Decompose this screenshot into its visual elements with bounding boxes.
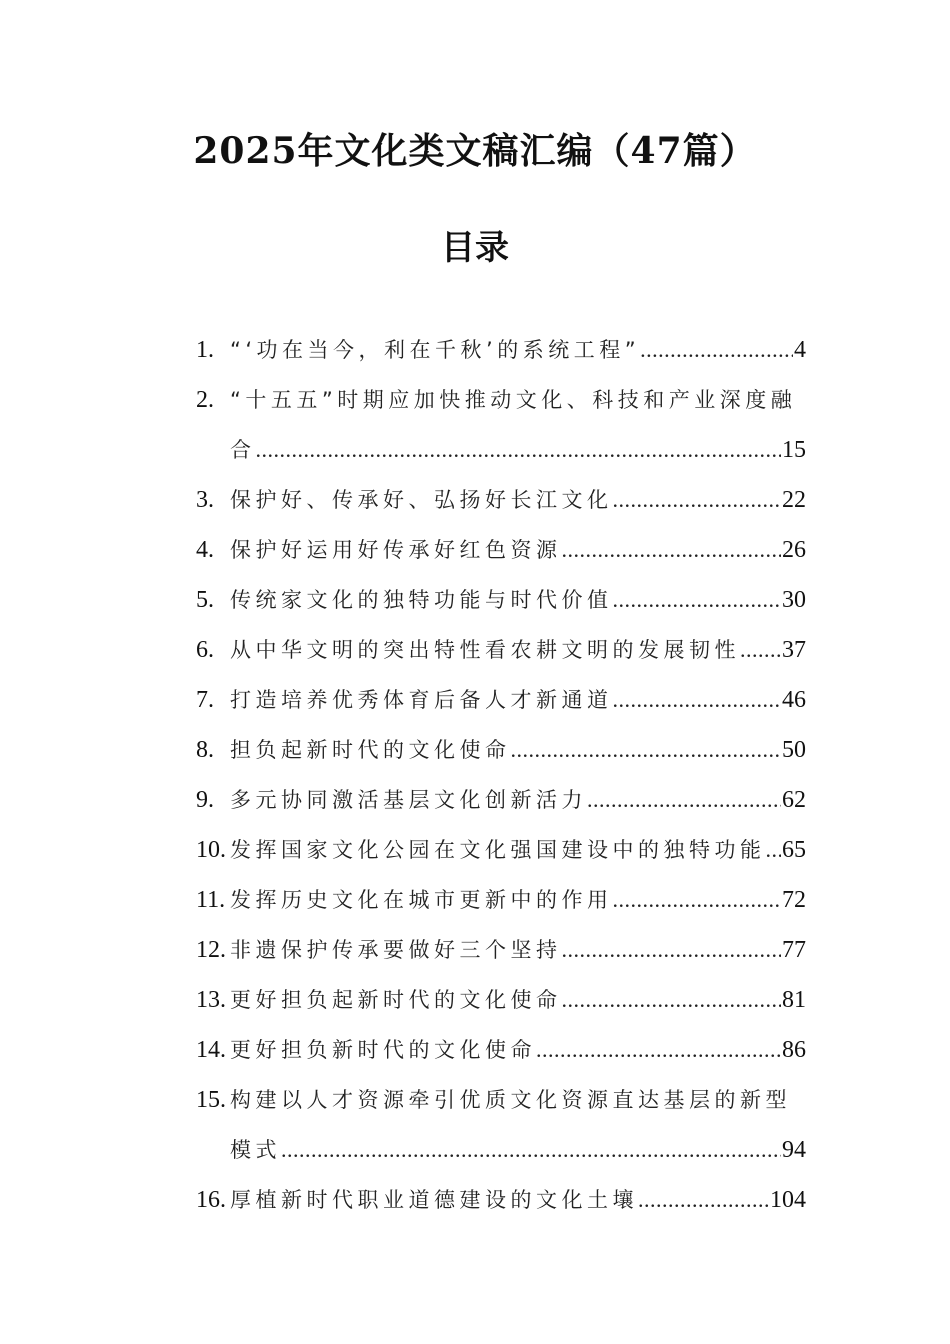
toc-entry-number: 14. bbox=[196, 1037, 226, 1063]
toc-entry-line bbox=[196, 1025, 806, 1075]
toc-entry-line bbox=[196, 325, 806, 375]
toc-entry-line bbox=[196, 825, 806, 875]
toc-entry-line bbox=[196, 375, 806, 425]
toc-entry[interactable] bbox=[196, 1025, 806, 1075]
toc-entry-page-number: 37 bbox=[782, 637, 806, 663]
toc-entry-number: 3. bbox=[196, 487, 214, 513]
toc-entry-line bbox=[196, 675, 806, 725]
toc-entry-line bbox=[196, 525, 806, 575]
toc-entry-title: 打造培养优秀体育后备人才新通道 bbox=[230, 688, 613, 712]
toc-entry-page-number: 72 bbox=[782, 887, 806, 913]
toc-entry-line bbox=[196, 875, 806, 925]
toc-entry-line bbox=[196, 1125, 806, 1175]
dot-leader bbox=[740, 625, 781, 675]
dot-leader bbox=[511, 725, 782, 775]
toc-entry-page-number: 46 bbox=[782, 687, 806, 713]
toc-entry-number: 6. bbox=[196, 637, 214, 663]
toc-entry-line bbox=[196, 475, 806, 525]
toc-entry-line bbox=[196, 575, 806, 625]
toc-entry-number: 8. bbox=[196, 737, 214, 763]
toc-entry-title: 保护好、传承好、弘扬好长江文化 bbox=[230, 488, 613, 512]
toc-entry-number: 4. bbox=[196, 537, 214, 563]
toc-entry-page-number: 65 bbox=[782, 837, 806, 863]
toc-entry-number: 5. bbox=[196, 587, 214, 613]
toc-entry-title: “十五五”时期应加快推动文化、科技和产业深度融 bbox=[230, 388, 797, 412]
dot-leader bbox=[562, 975, 782, 1025]
toc-entry-line bbox=[196, 1075, 806, 1125]
toc-entry-page-number: 86 bbox=[782, 1037, 806, 1063]
dot-leader bbox=[638, 1175, 769, 1225]
dot-leader bbox=[613, 875, 782, 925]
toc-entry-title: 构建以人才资源牵引优质文化资源直达基层的新型 bbox=[230, 1088, 791, 1112]
toc-entry[interactable] bbox=[196, 825, 806, 875]
toc-entry[interactable] bbox=[196, 625, 806, 675]
toc-entry-line bbox=[196, 625, 806, 675]
toc-entry[interactable] bbox=[196, 1175, 806, 1225]
toc-entry-page-number: 4 bbox=[794, 337, 806, 363]
toc-entry-line bbox=[196, 925, 806, 975]
toc-entry-line bbox=[196, 1175, 806, 1225]
dot-leader bbox=[613, 575, 782, 625]
toc-entry-title: 厚植新时代职业道德建设的文化土壤 bbox=[230, 1188, 638, 1212]
toc-entry-title: 担负起新时代的文化使命 bbox=[230, 738, 511, 762]
dot-leader bbox=[613, 475, 782, 525]
dot-leader bbox=[562, 525, 782, 575]
document-title: 2025年文化类文稿汇编（47篇） bbox=[193, 130, 757, 172]
toc-entry[interactable] bbox=[196, 975, 806, 1025]
toc-entry-page-number: 77 bbox=[782, 937, 806, 963]
toc-entry-page-number: 81 bbox=[782, 987, 806, 1013]
toc-entry-line bbox=[196, 725, 806, 775]
toc-entry-title: 合 bbox=[230, 438, 256, 462]
toc-entry-title: 多元协同激活基层文化创新活力 bbox=[230, 788, 587, 812]
toc-entry[interactable] bbox=[196, 875, 806, 925]
toc-entry[interactable] bbox=[196, 925, 806, 975]
toc-entry-title: 发挥国家文化公园在文化强国建设中的独特功能 bbox=[230, 838, 766, 862]
toc-entry-page-number: 104 bbox=[770, 1187, 806, 1213]
toc-entry-line bbox=[196, 975, 806, 1025]
toc-entry-page-number: 50 bbox=[782, 737, 806, 763]
dot-leader bbox=[587, 775, 781, 825]
dot-leader bbox=[256, 425, 782, 475]
toc-entry-number: 11. bbox=[196, 887, 226, 913]
toc-entry-number: 1. bbox=[196, 337, 214, 363]
dot-leader bbox=[766, 825, 782, 875]
toc-entry-number: 9. bbox=[196, 787, 214, 813]
dot-leader bbox=[640, 325, 793, 375]
toc-entry-title: 从中华文明的突出特性看农耕文明的发展韧性 bbox=[230, 638, 740, 662]
toc-entry[interactable] bbox=[196, 475, 806, 525]
toc-entry-title: “‘功在当今，利在千秋’的系统工程” bbox=[230, 338, 641, 362]
toc-entry-title: 发挥历史文化在城市更新中的作用 bbox=[230, 888, 613, 912]
toc-entry[interactable] bbox=[196, 525, 806, 575]
table-of-contents bbox=[196, 325, 806, 1225]
toc-entry-page-number: 62 bbox=[782, 787, 806, 813]
toc-entry[interactable] bbox=[196, 325, 806, 375]
toc-entry[interactable] bbox=[196, 1075, 806, 1175]
toc-entry-page-number: 94 bbox=[782, 1137, 806, 1163]
dot-leader bbox=[613, 675, 782, 725]
toc-entry-page-number: 22 bbox=[782, 487, 806, 513]
dot-leader bbox=[562, 925, 782, 975]
toc-entry[interactable] bbox=[196, 575, 806, 625]
toc-entry-title: 保护好运用好传承好红色资源 bbox=[230, 538, 562, 562]
toc-entry-number: 15. bbox=[196, 1087, 226, 1113]
toc-entry-number: 2. bbox=[196, 387, 214, 413]
toc-entry-number: 13. bbox=[196, 987, 226, 1013]
toc-entry-page-number: 30 bbox=[782, 587, 806, 613]
toc-entry-number: 16. bbox=[196, 1187, 226, 1213]
toc-entry-title: 非遗保护传承要做好三个坚持 bbox=[230, 938, 562, 962]
toc-entry-page-number: 15 bbox=[782, 437, 806, 463]
toc-entry[interactable] bbox=[196, 675, 806, 725]
toc-entry-number: 10. bbox=[196, 837, 226, 863]
toc-entry[interactable] bbox=[196, 375, 806, 475]
dot-leader bbox=[536, 1025, 781, 1075]
toc-entry-number: 7. bbox=[196, 687, 214, 713]
dot-leader bbox=[281, 1125, 781, 1175]
toc-entry-line bbox=[196, 775, 806, 825]
toc-entry-number: 12. bbox=[196, 937, 226, 963]
toc-entry-page-number: 26 bbox=[782, 537, 806, 563]
toc-entry-title: 传统家文化的独特功能与时代价值 bbox=[230, 588, 613, 612]
toc-entry[interactable] bbox=[196, 775, 806, 825]
toc-heading: 目录 bbox=[441, 228, 509, 268]
toc-entry-title: 模式 bbox=[230, 1138, 281, 1162]
toc-entry-title: 更好担负新时代的文化使命 bbox=[230, 1038, 536, 1062]
toc-entry-title: 更好担负起新时代的文化使命 bbox=[230, 988, 562, 1012]
toc-entry[interactable] bbox=[196, 725, 806, 775]
toc-entry-line bbox=[196, 425, 806, 475]
